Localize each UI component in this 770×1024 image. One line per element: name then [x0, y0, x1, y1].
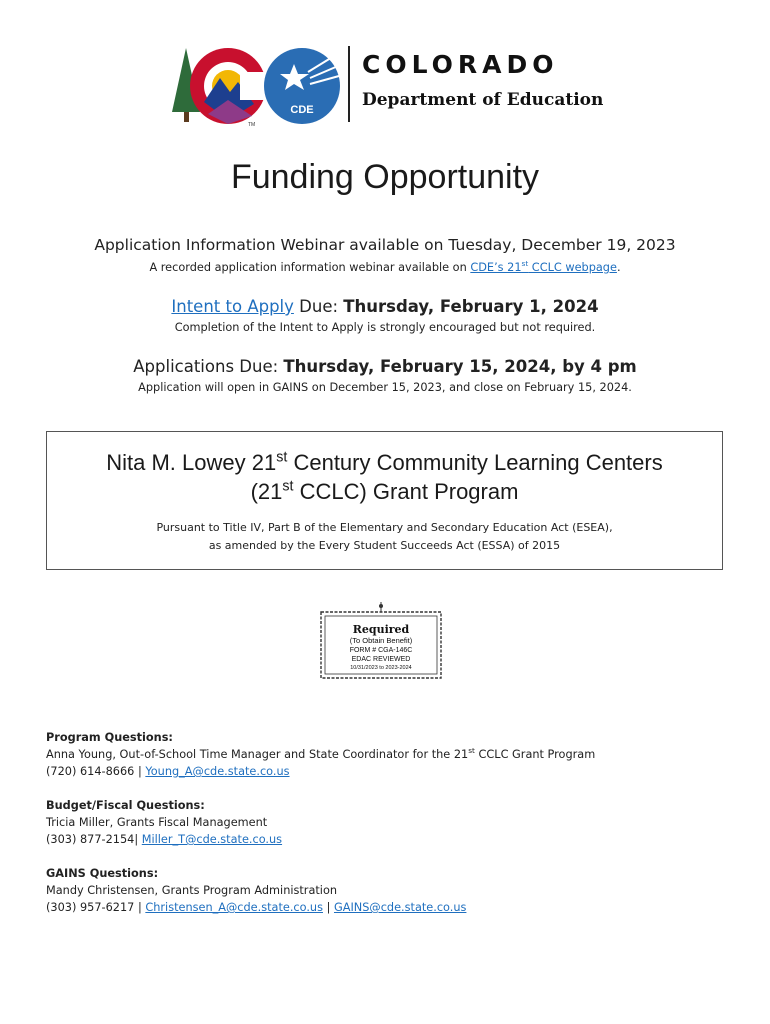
stamp-required: Required — [352, 623, 410, 636]
intent-date: Thursday, February 1, 2024 — [343, 297, 599, 316]
gains-questions-heading: GAINS Questions: — [46, 867, 159, 880]
webinar-note: A recorded application information webinar available on CDE’s 21st CCLC webpage. — [149, 259, 621, 274]
gains-email-link[interactable]: GAINS@cde.state.co.us — [333, 901, 467, 914]
state-name: COLORADO — [362, 50, 559, 79]
program-title-line2: (21st CCLC) Grant Program — [250, 478, 519, 504]
miller-email-link[interactable]: Miller_T@cde.state.co.us — [141, 833, 283, 846]
gains-contact-person: Mandy Christensen, Grants Program Administration — [46, 884, 338, 897]
budget-contact — [46, 797, 726, 848]
cde-badge-text: CDE — [290, 104, 314, 116]
program-questions-heading: Program Questions: — [46, 731, 173, 744]
colorado-c-logo-icon — [168, 42, 348, 130]
header-logo — [168, 42, 618, 130]
program-contact — [46, 729, 726, 780]
webinar-headline: Application Information Webinar available on Tuesday, December 19, 2023 — [94, 236, 676, 254]
department-name: Department of Education — [362, 90, 604, 110]
budget-contact-person: Tricia Miller, Grants Fiscal Management — [46, 816, 268, 829]
program-contact-line: (720) 614-8666 | Young_A@cde.state.co.us — [46, 765, 290, 778]
program-box — [46, 431, 723, 570]
program-contact-person: Anna Young, Out-of-School Time Manager and State Coordinator for the 21st CCLC Grant Program — [46, 746, 596, 761]
trademark-mark: TM — [248, 122, 256, 128]
applications-note: Application will open in GAINS on December 15, 2023, and close on February 15, 2024. — [138, 381, 632, 394]
program-title-line1: Nita M. Lowey 21st Century Community Learning Centers — [106, 449, 663, 475]
applications-due: Applications Due: Thursday, February 15, 2024, by 4 pm — [133, 357, 637, 376]
christensen-email-link[interactable]: Christensen_A@cde.state.co.us — [145, 901, 323, 914]
intent-to-apply-link[interactable]: Intent to Apply — [171, 297, 294, 316]
stamp-form: FORM # CGA-146C — [349, 647, 413, 654]
gains-contact — [46, 865, 726, 916]
budget-contact-line: (303) 877-2154| Miller_T@cde.state.co.us — [46, 833, 283, 846]
contacts-section — [46, 729, 726, 933]
stamp-reviewed: EDAC REVIEWED — [351, 656, 411, 663]
program-statute-line2: as amended by the Every Student Succeeds Act (ESSA) of 2015 — [208, 539, 561, 552]
young-email-link[interactable]: Young_A@cde.state.co.us — [145, 765, 290, 778]
intent-note: Completion of the Intent to Apply is strongly encouraged but not required. — [174, 321, 596, 334]
gains-contact-line: (303) 957-6217 | Christensen_A@cde.state.co.us | GAINS@cde.state.co.us — [46, 901, 467, 914]
stamp-frame-icon — [318, 602, 444, 682]
program-statute-line1: Pursuant to Title IV, Part B of the Elementary and Secondary Education Act (ESEA), — [156, 521, 613, 534]
applications-date: Thursday, February 15, 2024, by 4 pm — [283, 357, 637, 376]
stamp-dates: 10/31/2023 to 2023-2024 — [350, 665, 412, 671]
budget-questions-heading: Budget/Fiscal Questions: — [46, 799, 205, 812]
stamp-benefit: (To Obtain Benefit) — [349, 636, 413, 645]
page-title: Funding Opportunity — [230, 158, 540, 196]
logo-divider — [348, 46, 350, 122]
cclc-webpage-link[interactable]: CDE’s 21st CCLC webpage — [470, 259, 617, 274]
intent-due: Intent to Apply Due: Thursday, February 1, 2024 — [171, 297, 599, 316]
edac-required-stamp — [318, 602, 444, 682]
